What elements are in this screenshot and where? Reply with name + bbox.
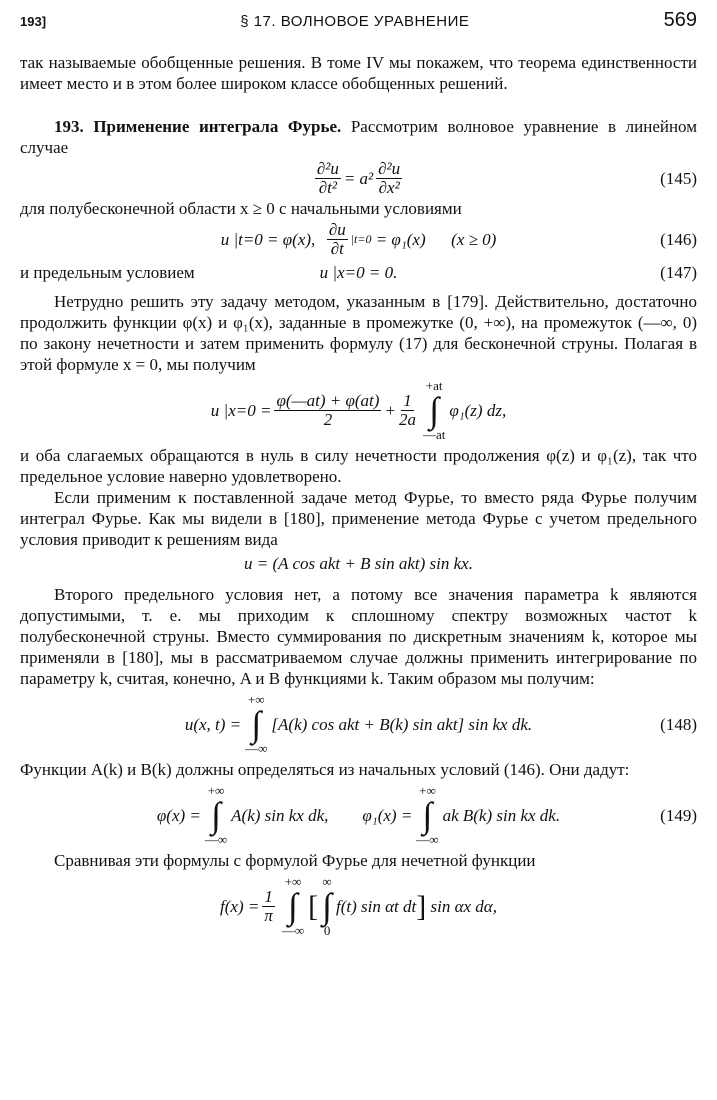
running-title: § 17. ВОЛНОВОЕ УРАВНЕНИЕ xyxy=(240,13,470,30)
equation-145: $\frac{\text{∂²u}}{\text{∂t²}}$ = a² $\frac{\text{∂²u}}{\text{∂x²}}$ (145) xyxy=(316,158,697,197)
equation-limit: u |x=0 = $\frac{\varphi(—at) + \varphi(at)}{2}$ + $\frac{1}{2a}$ +at ∫ —at φ₁(z) dz, xyxy=(210,378,507,442)
paragraph: Второго предельного условия нет, а потому все значения параметра k являются допустимыми, т. е. мы приходим к сплошному спектру возможных частот k полубесконечной струны. Вместо суммирования по дискретным значениям k, которое мы применяли в [180], мы в рассматриваемом случае должны применить интегрирование по параметру k, считая, конечно, A и B функциями k. Таким образом мы получим: xyxy=(20,585,697,688)
section-ref: 193] xyxy=(20,14,47,29)
page-number: 569 xyxy=(663,9,697,31)
paragraph: Функции A(k) и B(k) должны определяться из начальных условий (146). Они дадут: xyxy=(20,760,630,779)
section-title: 193. Применение интеграла Фурье. xyxy=(54,117,342,136)
equation-147: и предельным условием u |x=0 = 0. (147) xyxy=(20,262,697,282)
paragraph: Сравнивая эти формулы с формулой Фурье для нечетной функции xyxy=(54,851,536,870)
paragraph: так называемые обобщенные решения. В томе IV мы покажем, что теорема единственности имеет место и в этом более широком классе обобщенных решений. xyxy=(20,53,697,93)
equation-149: φ(x) = +∞ ∫ —∞ A(k) sin kx dk, φ₁(x) = +∞ ∫ —∞ ak B(k) sin kx dk. (149) xyxy=(156,783,697,847)
paragraph: и оба слагаемых обращаются в нуль в силу нечетности продолжения φ(z) и φ₁(z), так что предельное условие наверно удовлетворено. xyxy=(20,446,697,486)
paragraph: Если применим к поставленной задаче метод Фурье, то вместо ряда Фурье получим интеграл Фурье. Как мы видели в [180], применение метода Фурье с учетом предельного условия приводит к решениям вида xyxy=(20,488,697,549)
section-paragraph: 193. Применение интеграла Фурье. Рассмотрим волновое уравнение в линейном случае xyxy=(20,117,697,157)
page-body xyxy=(20,52,697,941)
equation-fourier: f(x) = $\frac{1}{\pi}$ +∞ ∫ —∞ [ ∞ ∫ 0 f(t) sin αt dt ] sin αx dα, xyxy=(220,874,497,938)
equation-146: u |t=0 = φ(x), $\frac{\partial u}{\partial t}$ |t=0 = φ₁(x) (x ≥ 0) (146) xyxy=(220,219,697,258)
paragraph: для полубесконечной области x ≥ 0 с начальными условиями xyxy=(20,199,462,218)
paragraph: Нетрудно решить эту задачу методом, указанным в [179]. Действительно, достаточно продолжить функции φ(x) и φ₁(x), заданные в промежутке (0, +∞), на промежуток (—∞, 0) по закону нечетности и затем применить формулу (17) для бесконечной струны. Полагая в этой формуле x = 0, мы получим xyxy=(20,292,697,374)
page-header xyxy=(20,10,697,38)
equation-solution: u = (A cos akt + B sin akt) sin kx. xyxy=(244,553,473,573)
equation-148: u(x, t) = +∞ ∫ —∞ [A(k) cos akt + B(k) sin akt] sin kx dk. (148) xyxy=(184,692,697,756)
